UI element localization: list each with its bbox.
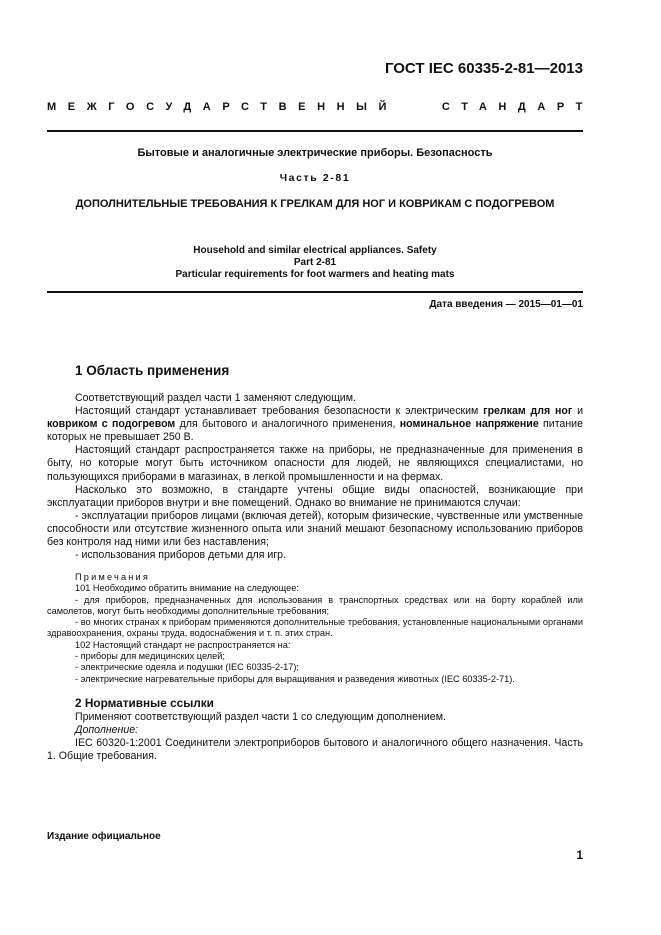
term-rated-voltage: номинальное напряжение [399,418,539,431]
term-foot-warmers: грелкам для ног [483,405,573,418]
section2-addition-label: Дополнение: [75,724,139,737]
title-en-block [47,245,583,281]
section1-paragraph [47,405,583,444]
main-title-ru: ДОПОЛНИТЕЛЬНЫЕ ТРЕБОВАНИЯ К ГРЕЛКАМ ДЛЯ НОГ И КОВРИКАМ С ПОДОГРЕВОМ [75,198,555,210]
section2-body [47,711,583,763]
notes-block [47,572,583,685]
section2-paragraph: IEC 60320-1:2001 Соединители электроприборов бытового и аналогичного общего назначения. Часть 1. Общие требования. [47,737,583,763]
section1-paragraph: - эксплуатации приборов лицами (включая детей), которым физические, чувственные или умственные способности или отсутствие жизненного опыта или знаний мешают безопасному использованию приборов без контроля над ними или без наставления; [47,509,583,549]
section2-heading: 2 Нормативные ссылки [75,696,214,710]
note-item: - приборы для медицинских целей; [75,651,225,662]
notes-label: Примечания [75,572,151,582]
text-run: для бытового и аналогичного применения, [175,418,400,431]
text-run: Настоящий стандарт устанавливает требования безопасности к электрическим [75,405,484,418]
banner-word-interstate: МЕЖГОСУДАРСТВЕННЫЙ [47,101,399,113]
note-item: - электрические нагревательные приборы для выращивания и разведения животных (IEC 60335-2-71). [75,673,515,684]
banner-word-standard: СТАНДАРТ [441,101,594,113]
note-item: - во многих странах к приборам применяются дополнительные требования, установленные национальными органами здравоохранения, охраны труда, водоснабжения и т. п. этих стран. [47,617,583,639]
title-en-line2: Part 2-81 [293,257,337,268]
section2-paragraph: Применяют соответствующий раздел части 1 со следующим дополнением. [75,711,446,723]
section1-paragraph: - использования приборов детьми для игр. [75,549,287,562]
section1-body [47,392,583,562]
note-item: - электрические одеяла и подушки (IEC 60335-2-17); [75,662,299,673]
term-heating-mats: ковриком с подогревом [47,418,176,431]
section1-paragraph: Насколько это возможно, в стандарте учтены общие виды опасностей, возникающие при эксплуатации приборов внутри и вне помещений. Однако во внимание не принимаются случаи: [47,483,583,509]
note-item: 102 Настоящий стандарт не распространяется на: [75,639,291,650]
section1-paragraph: Соответствующий раздел части 1 заменяют следующим. [75,392,356,404]
text-run: и [572,405,583,418]
standard-banner [47,101,594,113]
section1-paragraph: Настоящий стандарт распространяется также на приборы, не предназначенные для применения в быту, но которые могут быть источником опасности для людей, не являющихся специалистами, но пользующихся приборами в магазинах, в легкой промышленности и на фермах. [47,444,583,483]
subtitle-ru: Бытовые и аналогичные электрические приборы. Безопасность [137,147,493,159]
edition-note: Издание официальное [47,831,161,842]
document-code: ГОСТ IEC 60335-2-81—2013 [384,60,583,77]
note-item: 101 Необходимо обратить внимание на следующее: [75,583,299,594]
title-en-line1: Household and similar electrical appliances. Safety [193,245,437,256]
header-rule [47,130,583,132]
page-number: 1 [576,848,583,862]
title-rule [47,291,583,293]
text-run: питание которых не превышает 250 В. [47,418,583,444]
section1-heading: 1 Область применения [75,363,230,378]
introduction-date: Дата введения — 2015—01—01 [429,299,583,310]
title-en-line3: Particular requirements for foot warmers and heating mats [175,269,455,280]
note-item: - для приборов, предназначенных для использования в транспортных средствах или на борту кораблей или самолетов, могут быть необходимы дополнительные требования; [47,594,583,616]
part-label-ru: Часть 2-81 [279,172,351,184]
